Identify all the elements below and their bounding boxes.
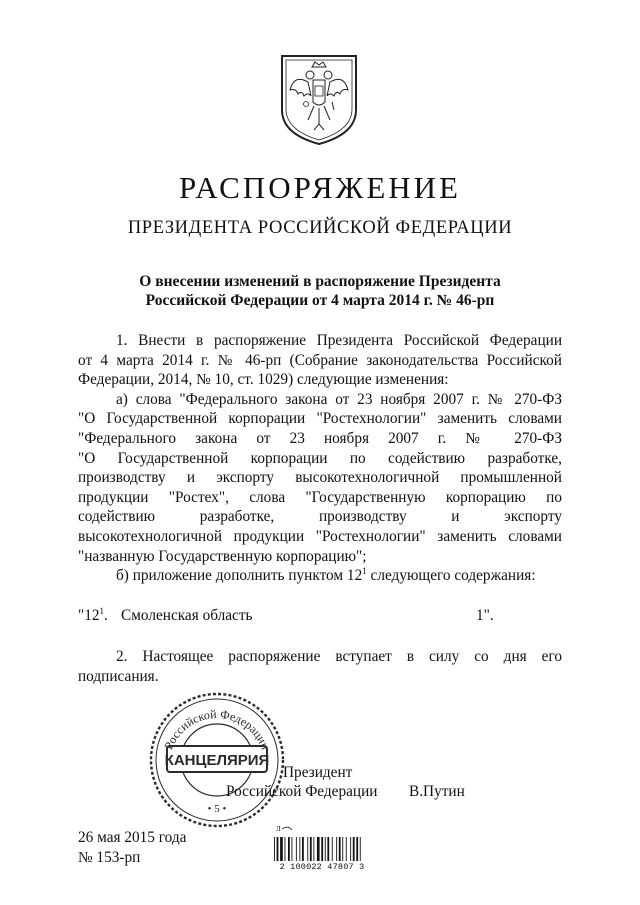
barcode-bar [299, 837, 300, 861]
item-a-line: а) слова "Федерального закона от 23 ноября 2007 г. № 270-ФЗ [116, 390, 562, 408]
barcode-bar [360, 837, 361, 861]
document-type-title: РАСПОРЯЖЕНИЕ [179, 170, 461, 205]
item-b-sup: 1 [362, 566, 367, 577]
paragraph-line: подписания. [78, 667, 159, 685]
barcode-bar [336, 837, 337, 861]
barcode-bar [296, 837, 297, 861]
paragraph-line: 1. Внести в распоряжение Президента Российской Федерации [116, 332, 562, 349]
barcode-bar [321, 837, 323, 861]
item-b-text-after: следующего содержания: [366, 567, 536, 585]
barcode-bar [302, 837, 304, 861]
chancellery-stamp [147, 690, 287, 830]
signing-date: 26 мая 2015 года [78, 829, 187, 846]
barcode-bar [353, 837, 355, 861]
annex-number: "$12^1$. [78, 606, 108, 624]
annex-value: 1". [476, 607, 494, 624]
item-a-line: "Федерального закона от 23 ноября 2007 г. № 270-ФЗ [78, 429, 562, 447]
document-heading [0, 272, 640, 310]
item-a-line: высокотехнологичной продукции "Ростехнологии" заменить словами [78, 527, 562, 545]
barcode-bar [332, 837, 333, 861]
annex-region: Смоленская область [121, 607, 253, 624]
barcode-bar [313, 837, 314, 861]
barcode-bar [285, 837, 286, 861]
barcode-bar [350, 837, 351, 861]
paragraph-line: Федерации, 2014, № 10, ст. 1029) следующие изменения: [78, 371, 449, 389]
issuer-subtitle: ПРЕЗИДЕНТА РОССИЙСКОЙ ФЕДЕРАЦИИ [127, 218, 513, 238]
stamp-ring-text: Российской Федерации [161, 706, 273, 752]
svg-text:Л: Л [276, 825, 281, 833]
coat-of-arms-icon [278, 50, 360, 146]
barcode-bar [292, 837, 293, 861]
signatory-title-line-1: Президент [283, 764, 353, 781]
item-b-line [78, 566, 562, 586]
signatory-title-line-2: Российской Федерации [226, 783, 378, 800]
barcode-bar [346, 837, 347, 861]
stamp-bottom-text: • 5 • [207, 803, 227, 815]
item-a-line: производству и экспорту высокотехнологичной промышленной [78, 469, 562, 487]
barcode-bar [339, 837, 341, 861]
item-a-line: продукции "Ростех", слова "Государственную корпорацию по [78, 488, 562, 506]
heading-line-1: О внесении изменений в распоряжение Президента [139, 273, 501, 290]
barcode-bar [307, 837, 308, 861]
paragraph-2 [78, 647, 562, 686]
signatory-name: В.Путин [409, 783, 465, 800]
barcode-digits: 2 100022 47807 3 [279, 862, 365, 872]
barcode-bar [280, 837, 283, 861]
barcode-bar [288, 837, 290, 861]
paragraph-1 [78, 331, 562, 586]
document-number: № 153-рп [78, 849, 141, 866]
barcode-bar [327, 837, 329, 861]
heading-line-2: Российской Федерации от 4 марта 2014 г. № 46-рп [145, 292, 495, 309]
item-a-line: содействию разработке, производству и экспорту [78, 508, 562, 526]
barcode-bar [317, 837, 320, 861]
barcode-bar [310, 837, 312, 861]
item-a-line: "названную Государственную корпорацию"; [78, 547, 367, 565]
barcode-bar [274, 837, 275, 861]
item-a-line: "О Государственной корпорации "Ростехнологии" заменить словами [78, 410, 562, 428]
barcode [270, 823, 374, 887]
item-a-line: "О Государственной корпорации по содействию разработке, [78, 449, 562, 467]
barcode-bar [325, 837, 326, 861]
barcode-bar [277, 837, 279, 861]
barcode-bar [356, 837, 358, 861]
paragraph-line: от 4 марта 2014 г. № 46-рп (Собрание законодательства Российской [78, 351, 562, 369]
paragraph-line: 2. Настоящее распоряжение вступает в силу со дня его [116, 648, 562, 665]
barcode-bar [342, 837, 343, 861]
item-b-text: б) приложение дополнить пунктом 12 [116, 567, 363, 585]
stamp-center-text: КАНЦЕЛЯРИЯ [164, 752, 270, 769]
